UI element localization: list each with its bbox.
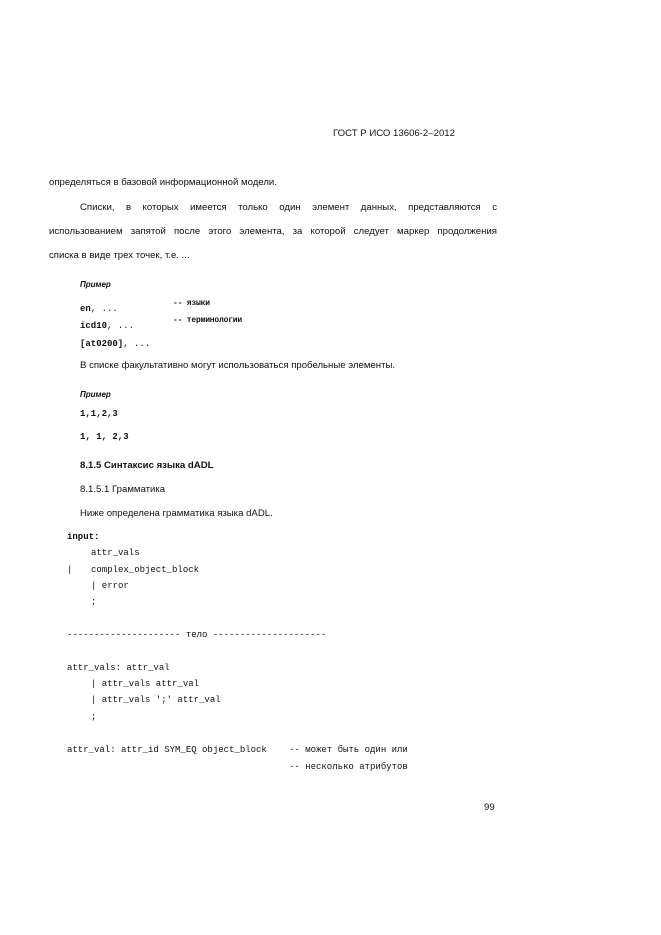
example-line: 1,1,2,3 (80, 409, 118, 419)
example-row (80, 315, 134, 333)
example-label: Пример (80, 390, 111, 399)
code-section-divider: --------------------- тело --------------------- (67, 630, 327, 640)
code-line: | attr_vals attr_val (91, 679, 200, 689)
document-id: ГОСТ Р ИСО 13606-2–2012 (333, 128, 455, 139)
code-comment: -- может быть один или (289, 745, 408, 755)
paragraph-continuation: определяться в базовой информационной модели. (49, 177, 277, 188)
paragraph-lists-line2: использованием запятой после этого элемента, за которой следует маркер продолжения (49, 226, 497, 237)
example-comment: -- терминологии (173, 316, 243, 325)
code-line: attr_val: attr_id SYM_EQ object_block (67, 745, 267, 755)
code-line: | error (91, 581, 129, 591)
code-line: ; (91, 597, 97, 607)
code-line: input: (67, 532, 100, 542)
paragraph-lists-line1: Списки, в которых имеется только один элемент данных, представляются с (80, 202, 497, 213)
paragraph-whitespace: В списке факультативно могут использоваться пробельные элементы. (80, 360, 396, 371)
example-row (80, 298, 118, 316)
code-line-bar: | (67, 565, 73, 575)
example-line: 1, 1, 2,3 (80, 432, 129, 442)
page-number: 99 (484, 802, 495, 813)
code-line: complex_object_block (91, 565, 200, 575)
example-comment: -- языки (173, 299, 210, 308)
code-comment: -- несколько атрибутов (289, 762, 408, 772)
code-line: | attr_vals ';' attr_val (91, 695, 221, 705)
paragraph-lists-line3: списка в виде трех точек, т.е. ... (49, 250, 190, 261)
example-code: [at0200] (80, 339, 124, 349)
code-line: attr_vals: attr_val (67, 663, 170, 673)
grammar-intro: Ниже определена грамматика языка dADL. (80, 508, 273, 519)
example-code-rest: , ... (123, 339, 151, 349)
example-code-rest: , ... (107, 321, 135, 331)
section-heading: 8.1.5 Синтаксис языка dADL (80, 460, 214, 471)
code-line: attr_vals (91, 548, 140, 558)
example-row (80, 333, 150, 351)
example-code: en (80, 304, 91, 314)
subsection-heading: 8.1.5.1 Грамматика (80, 484, 166, 495)
code-line: ; (91, 712, 97, 722)
example-code: icd10 (80, 321, 108, 331)
example-code-rest: , ... (90, 304, 118, 314)
example-label: Пример (80, 280, 111, 289)
